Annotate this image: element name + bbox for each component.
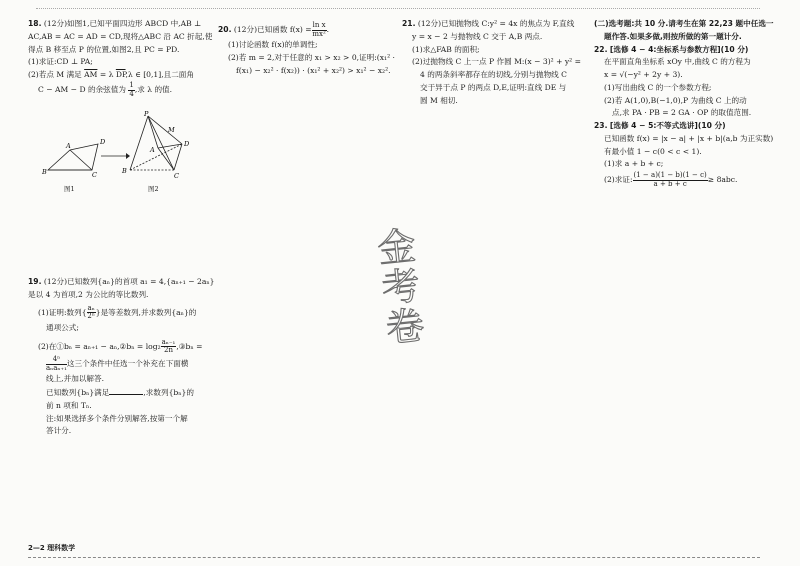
- figure-2: [118, 110, 198, 180]
- question-19: 19. (12分)已知数列{aₙ}的首项 a₁ = 4,{aₙ₊₁ − 2aₙ} 是以 4 为首项,2 为公比的等比数列. (1)证明:数列{ $\frac{\text{aₙ}}{\text{2ⁿ}}$ }是等差数列,并求数列{aₙ}的 通项公式; (2)在①bₙ = aₙ₊₁ − aₙ,②bₙ = log₂ $\frac{\text{aₙ₋₁}}{2n}$ ,③bₙ = $\frac{\text{4ⁿ}}{\text{aₙaₙ₊₁}}$ 这三个条件中任选一个补充在下面横 线上,并加以解答. 已知数列{bₙ}满足 ,求数列{bₙ}的 前 n 项和 Tₙ. 注:如果选择多个条件分别解答,按第一个解 答计分.: [28, 276, 223, 438]
- fraction: $\frac{1}{4}$: [129, 80, 134, 98]
- text-line: 是以 4 为首项,2 为公比的等比数列.: [28, 289, 149, 299]
- text-line: 点,求 PA · PB = 2 GA · OP 的取值范围.: [612, 108, 752, 118]
- fraction: $\frac{\text{4ⁿ}}{\text{aₙaₙ₊₁}}$: [46, 355, 67, 372]
- text-line: 前 n 项和 Tₙ.: [46, 400, 92, 410]
- text-line: $\frac{\text{4ⁿ}}{\text{aₙaₙ₊₁}}$ 这三个条件中任选一个补充在下面横: [46, 355, 189, 372]
- question-23: 23. [选修 4 − 5:不等式选讲](10 分) 已知函数 f(x) = |x − a| + |x + b|(a,b 为正实数) 有最小值 1 − c(0 < c < 1). (1)求 a + b + c; (2)求证: $\frac{(1 - a)(1 - b)(1 - c)}{a + b + c}$ ≥ 8abc.: [594, 120, 790, 188]
- top-dotted-rule: [36, 8, 760, 9]
- text-line: 4 的两条斜率都存在的切线,分别与抛物线 C: [420, 70, 567, 80]
- text-line: f(x₁) − x₂² · f(x₂)) · (x₁² + x₂²) > x₁² − x₂².: [236, 65, 391, 75]
- question-18: [28, 18, 223, 99]
- point-label: A: [150, 146, 155, 154]
- sub-question-1: (1)求△FAB 的面积;: [412, 44, 480, 54]
- text-line: (12分)如图1,已知平面四边形 ABCD 中,AB ⊥: [43, 19, 202, 28]
- sub-question-2: (2)过抛物线 C 上一点 P 作圆 M:(x − 3)² + y² =: [412, 57, 581, 67]
- sub-question-1: (1)写出曲线 C 的一个参数方程;: [604, 82, 712, 92]
- question-22: 22. [选修 4 − 4:坐标系与参数方程](10 分) 在平面直角坐标系 xOy 中,曲线 C 的方程为 x = √(−y² + 2y + 3). (1)写出曲线 C 的一个参数方程; (2)若 A(1,0),B(−1,0),P 为曲线 C 上的动 点,求 PA · PB = 2 GA · OP 的取值范围.: [594, 44, 790, 120]
- question-number: 21.: [402, 19, 416, 28]
- sub-question-2: (2)若 A(1,0),B(−1,0),P 为曲线 C 上的动: [604, 95, 747, 105]
- text-line: 在平面直角坐标系 xOy 中,曲线 C 的方程为: [604, 57, 751, 67]
- fraction: $\frac{(1 - a)(1 - b)(1 - c)}{a + b + c}$: [633, 171, 707, 188]
- sub-question-1: (1)求 a + b + c;: [604, 159, 664, 169]
- question-number: 23.: [594, 121, 608, 131]
- point-label: A: [66, 142, 71, 150]
- fraction: $\frac{\text{ln x}}{\text{mx²}}$: [312, 21, 326, 38]
- optional-section: [594, 18, 790, 190]
- sub-question-2: (2)若点 M 满足 $\overline{AM} = \lambda$ $\overline{DP},\lambda$ ∈ [0,1],且二面角: [28, 70, 194, 80]
- watermark-stamp: 金 考 卷: [375, 223, 429, 351]
- sub-question-1: (1)求证:CD ⊥ PA;: [28, 57, 93, 67]
- section-heading: (二)选考题:共 10 分.请考生在第 22,23 题中任选一: [594, 19, 774, 28]
- figure-1-caption: 图1: [64, 185, 75, 193]
- page-footer: 2—2 理科数学: [28, 544, 76, 553]
- point-label: B: [122, 167, 127, 175]
- note-line: 答计分.: [46, 426, 72, 436]
- question-number: 19.: [28, 277, 42, 286]
- text-line: 通项公式;: [46, 322, 79, 332]
- sub-question-1: (1)讨论函数 f(x)的单调性;: [228, 40, 318, 50]
- text-line: 已知数列{bₙ}满足 ,求数列{bₙ}的: [46, 388, 194, 398]
- text-line: x = √(−y² + 2y + 3).: [604, 70, 683, 80]
- question-number: 18.: [28, 19, 42, 28]
- sub-question-1: (1)证明:数列{ $\frac{\text{aₙ}}{\text{2ⁿ}}$ }是等差数列,并求数列{aₙ}的: [38, 303, 197, 321]
- sub-question-2-cont: C − AM − D 的余弦值为 $\frac{1}{4}$ ,求 λ 的值.: [38, 80, 173, 98]
- vector-dp: $\overline{DP}$: [115, 70, 126, 80]
- point-label: D: [100, 138, 106, 146]
- vector-am: $\overline{AM}$: [84, 70, 98, 80]
- sub-question-2: (2)求证: $\frac{(1 - a)(1 - b)(1 - c)}{a + b + c}$ ≥ 8abc.: [604, 171, 738, 188]
- point-label: C: [174, 172, 179, 180]
- sub-question-2: (2)若 m = 2,对于任意的 x₁ > x₂ > 0,证明:(x₁² ·: [228, 53, 395, 63]
- text-line: 线上,并加以解答.: [46, 374, 104, 384]
- question-21: 21. (12分)已知抛物线 C:y² = 4x 的焦点为 F,直线 y = x − 2 与抛物线 C 交于 A,B 两点. (1)求△FAB 的面积; (2)过抛物线 C 上一点 P 作圆 M:(x − 3)² + y² = 4 的两条斜率都存在的切线,分别与抛物线 C 交于异于点 P 的两点 D,E,证明:直线 DE 与 圆 M 相切.: [402, 18, 592, 107]
- answer-blank: [109, 386, 143, 395]
- point-label: B: [42, 168, 47, 176]
- note-line: 注:如果选择多个条件分别解答,按第一个解: [46, 413, 188, 423]
- point-label: D: [184, 140, 190, 148]
- fraction: $\frac{\text{aₙ}}{\text{2ⁿ}}$: [87, 303, 95, 321]
- text-line: AC,AB = AC = AD = CD,现将△ABC 沿 AC 折起,使: [28, 31, 213, 41]
- question-number: 22.: [594, 44, 608, 54]
- text-line: 交于异于点 P 的两点 D,E,证明:直线 DE 与: [420, 82, 567, 92]
- figure-2-caption: 图2: [148, 185, 159, 193]
- sub-question-2: (2)在①bₙ = aₙ₊₁ − aₙ,②bₙ = log₂ $\frac{\text{aₙ₋₁}}{2n}$ ,③bₙ =: [38, 337, 203, 355]
- question-20: 20. (12分)已知函数 f(x) = $\frac{\text{ln x}}{\text{mx²}}$ . (1)讨论函数 f(x)的单调性; (2)若 m = 2,对于任意的 x₁ > x₂ > 0,证明:(x₁² · f(x₁) − x₂² · f(x₂)) · (x₁² + x₂²) > x₁² − x₂².: [218, 21, 395, 75]
- point-label: M: [168, 126, 175, 134]
- section-heading: 题作答.如果多做,则按所做的第一题计分.: [604, 31, 742, 41]
- question-number: 20.: [218, 25, 232, 35]
- text-line: 得点 B 移至点 P 的位置,如图2,且 PC = PD.: [28, 44, 180, 54]
- text-line: 有最小值 1 − c(0 < c < 1).: [604, 146, 702, 156]
- text-line: 圆 M 相切.: [420, 95, 458, 105]
- text-line: y = x − 2 与抛物线 C 交于 A,B 两点.: [412, 31, 543, 41]
- footer-rule: [28, 557, 760, 558]
- text-line: 已知函数 f(x) = |x − a| + |x + b|(a,b 为正实数): [604, 133, 774, 143]
- fraction: $\frac{\text{aₙ₋₁}}{2n}$: [161, 337, 176, 355]
- point-label: C: [92, 171, 97, 178]
- point-label: P: [144, 110, 149, 118]
